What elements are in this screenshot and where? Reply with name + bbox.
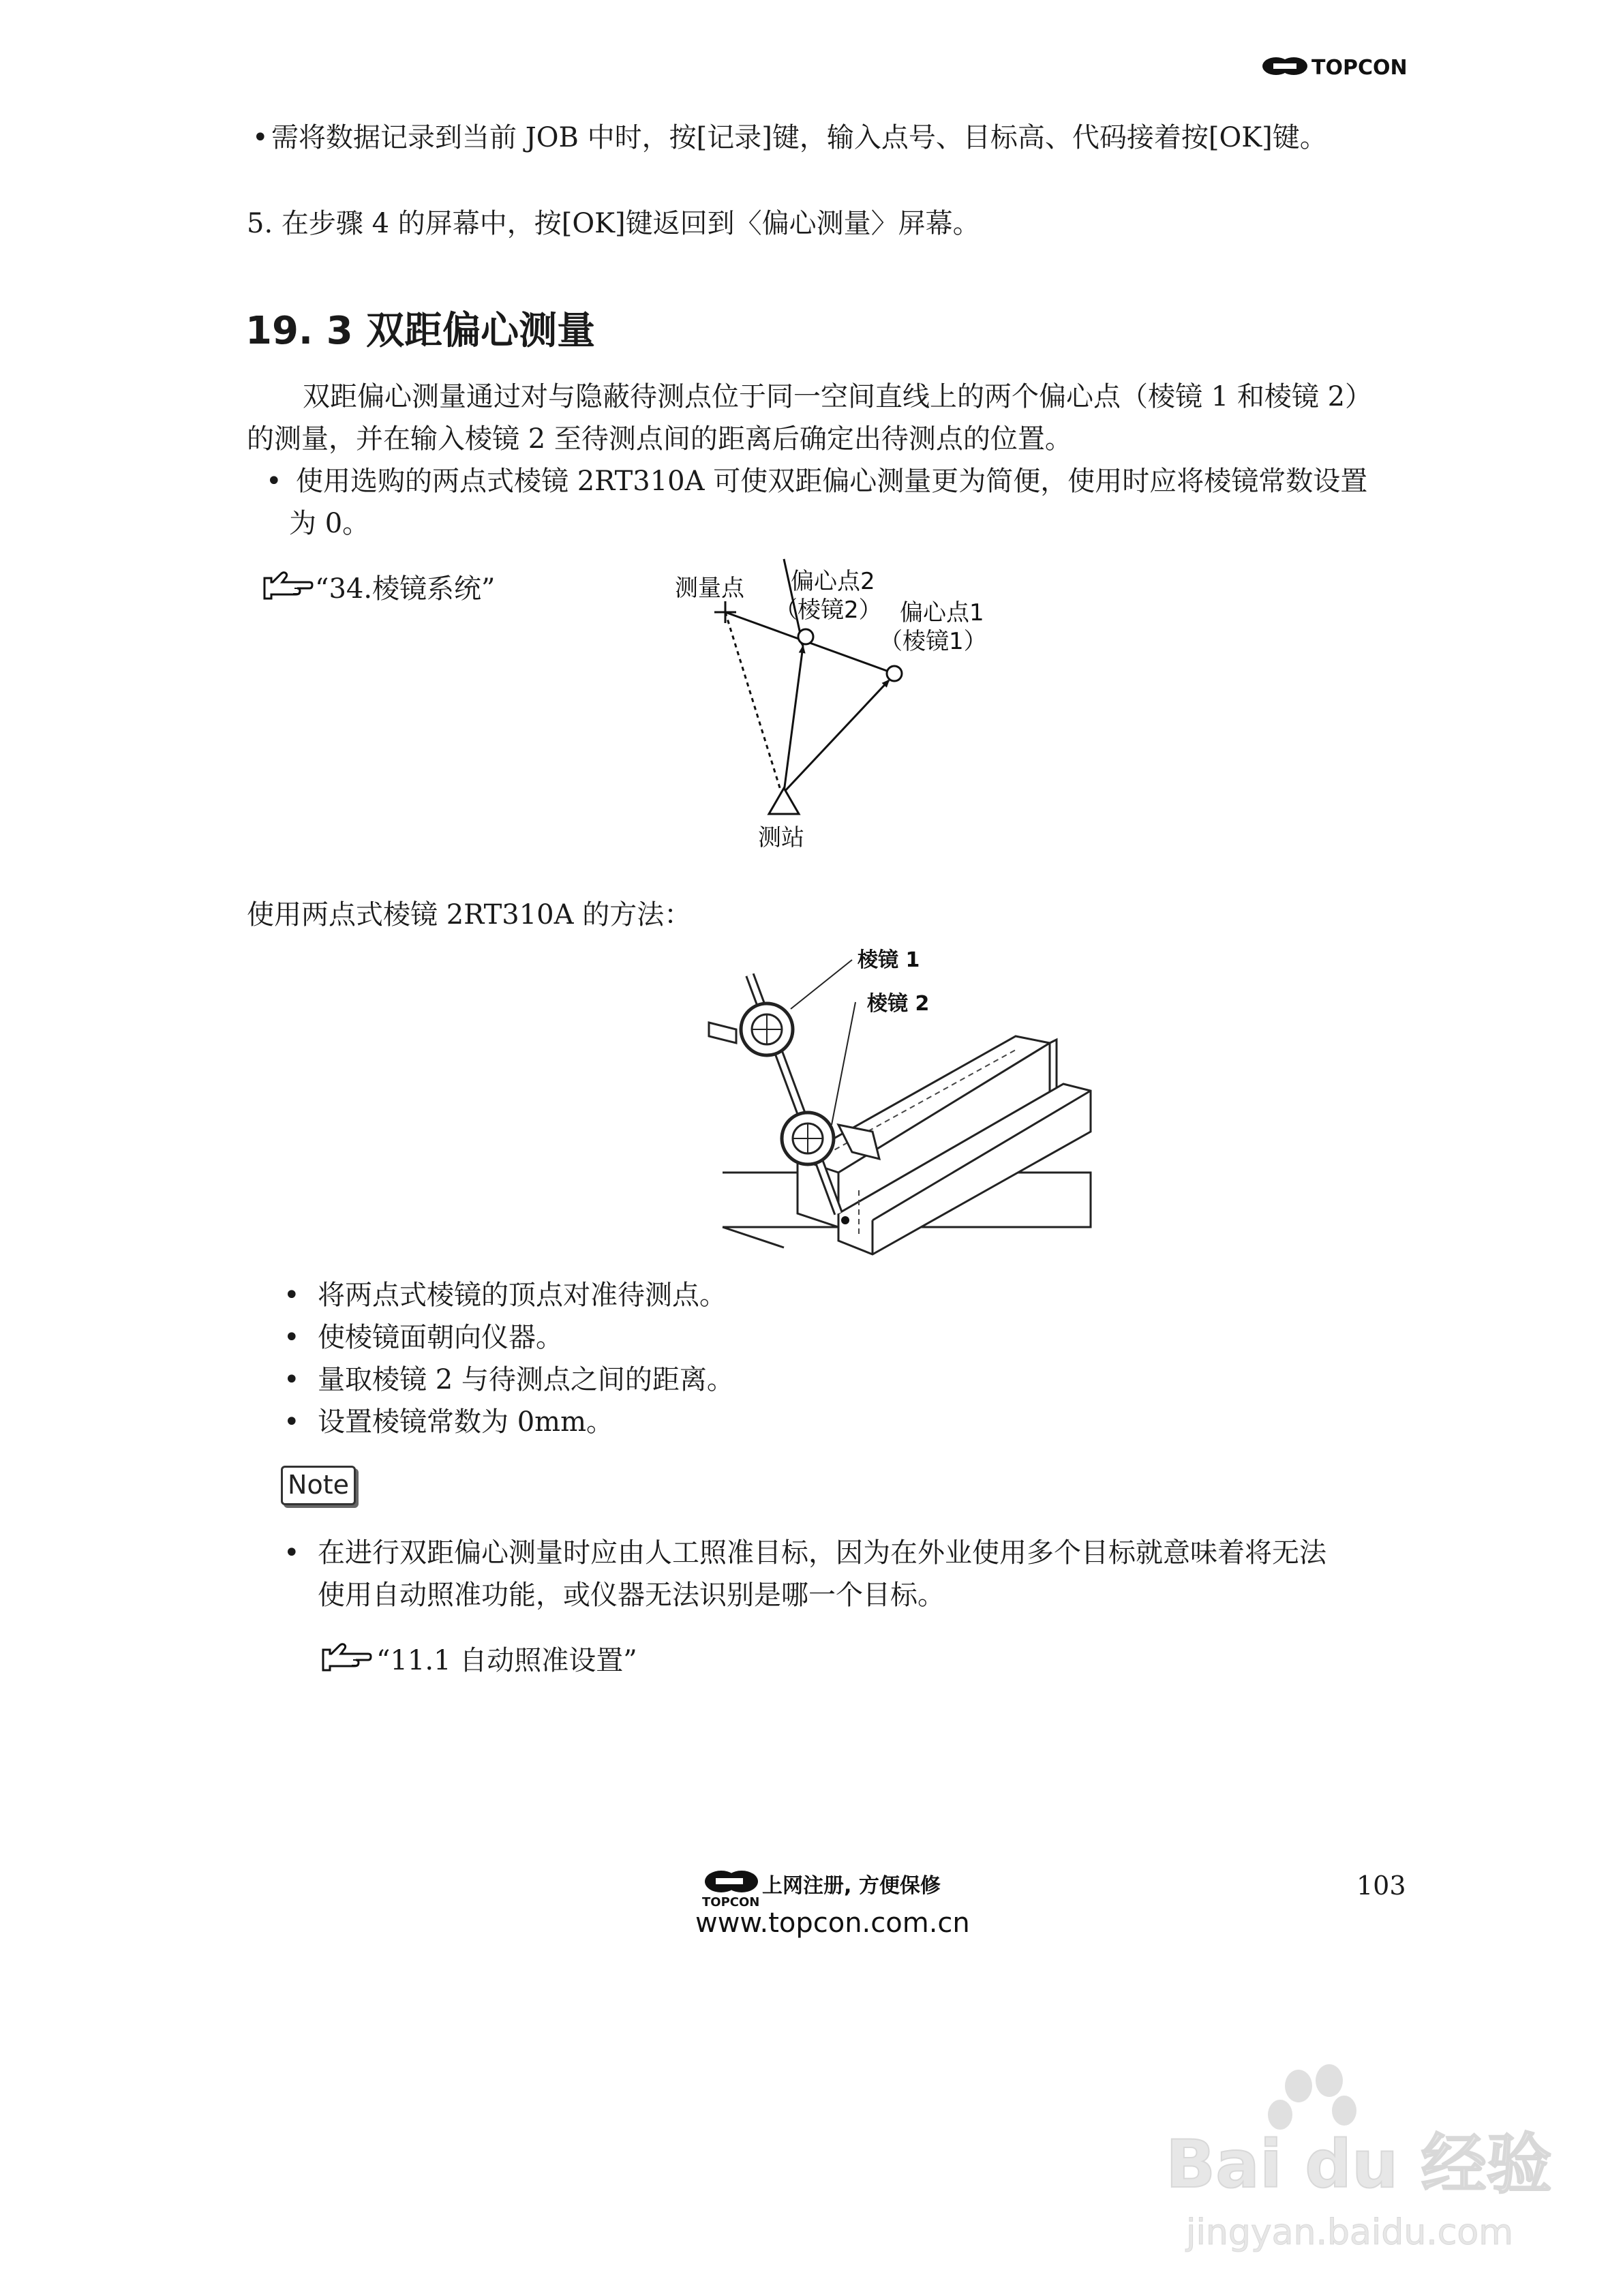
bullet-dot: • — [266, 466, 282, 497]
bullet-2rt-line-2: 为 0。 — [289, 508, 370, 539]
ref-auto-aim[interactable]: “11.1 自动照准设置” — [376, 1645, 637, 1676]
watermark-brand: Bai du 经验 — [1166, 2126, 1552, 2203]
bullet-2rt-line-1: 使用选购的两点式棱镜 2RT310A 可使双距偏心测量更为简便，使用时应将棱镜常数设置 — [296, 466, 1368, 497]
note-line-1: 在进行双距偏心测量时应由人工照准目标，因为在外业使用多个目标就意味着将无法 — [318, 1537, 1326, 1569]
topcon-logo-icon — [695, 1861, 970, 1939]
step-item: 使棱镜面朝向仪器。 — [318, 1322, 563, 1353]
footer-url[interactable]: www.topcon.com.cn — [695, 1907, 970, 1939]
page-number: 103 — [1356, 1871, 1406, 1901]
footer-logo — [695, 1861, 970, 1939]
sight-arrow-prism1 — [784, 680, 889, 792]
label-target: 测量点 — [675, 575, 744, 602]
step-item: 将两点式棱镜的顶点对准待测点。 — [318, 1280, 727, 1311]
header-logo — [1261, 48, 1408, 82]
prism1-point — [887, 666, 902, 681]
bullet-dot: • — [284, 1280, 300, 1311]
watermark-url: jingyan.baidu.com — [1186, 2212, 1513, 2253]
label-prism-2: 棱镜 2 — [867, 992, 930, 1016]
label-station: 测站 — [758, 824, 804, 851]
step-item: 量取棱镜 2 与待测点之间的距离。 — [318, 1364, 734, 1395]
pointing-hand-icon — [320, 1643, 371, 1676]
prism-2rt310a-illustration — [709, 927, 1132, 1268]
step-item: 设置棱镜常数为 0mm。 — [318, 1406, 614, 1438]
label-offset2: 偏心点2 — [791, 568, 875, 595]
para-line-2: 的测量，并在输入棱镜 2 至待测点间的距离后确定出待测点的位置。 — [247, 423, 1072, 455]
section-title: 19. 3 双距偏心测量 — [245, 309, 596, 353]
pointing-hand-icon — [262, 571, 312, 604]
label-prism2: （棱镜2） — [774, 596, 882, 624]
label-offset1: 偏心点1 — [900, 599, 984, 626]
bullet-dot: • — [284, 1406, 300, 1438]
dashed-sight-line — [725, 612, 781, 792]
intro-bullet-text: 需将数据记录到当前 JOB 中时，按[记录]键，输入点号、目标高、代码接着按[OK]键。 — [271, 122, 1327, 153]
header-brand: TOPCON — [1311, 56, 1408, 80]
footer-brand: TOPCON — [702, 1895, 760, 1909]
method-title: 使用两点式棱镜 2RT310A 的方法： — [247, 899, 692, 931]
bullet-dot: • — [284, 1537, 300, 1569]
label-prism1: （棱镜1） — [879, 628, 987, 655]
topcon-logo-icon — [1261, 48, 1408, 82]
para-line-1: 双距偏心测量通过对与隐蔽待测点位于同一空间直线上的两个偏心点（棱镜 1 和棱镜 2） — [303, 381, 1373, 412]
footer-slogan: 上网注册, 方便保修 — [762, 1874, 941, 1898]
note-line-2: 使用自动照准功能，或仪器无法识别是哪一个目标。 — [318, 1580, 945, 1611]
label-prism-1: 棱镜 1 — [858, 948, 920, 972]
step-5-text: 5. 在步骤 4 的屏幕中，按[OK]键返回到〈偏心测量〉屏幕。 — [247, 208, 980, 239]
sight-arrow-prism2 — [784, 646, 803, 792]
note-badge: Note — [281, 1466, 356, 1505]
prism2-point — [798, 629, 813, 644]
station-triangle-icon — [769, 788, 799, 814]
ref-prism-system[interactable]: “34.棱镜系统” — [315, 573, 496, 605]
bullet-dot: • — [252, 122, 269, 153]
bullet-dot: • — [284, 1322, 300, 1353]
bullet-dot: • — [284, 1364, 300, 1395]
paw-icon — [1268, 2064, 1356, 2130]
baidu-watermark — [1159, 2066, 1568, 2270]
offset-diagram — [654, 559, 1009, 866]
